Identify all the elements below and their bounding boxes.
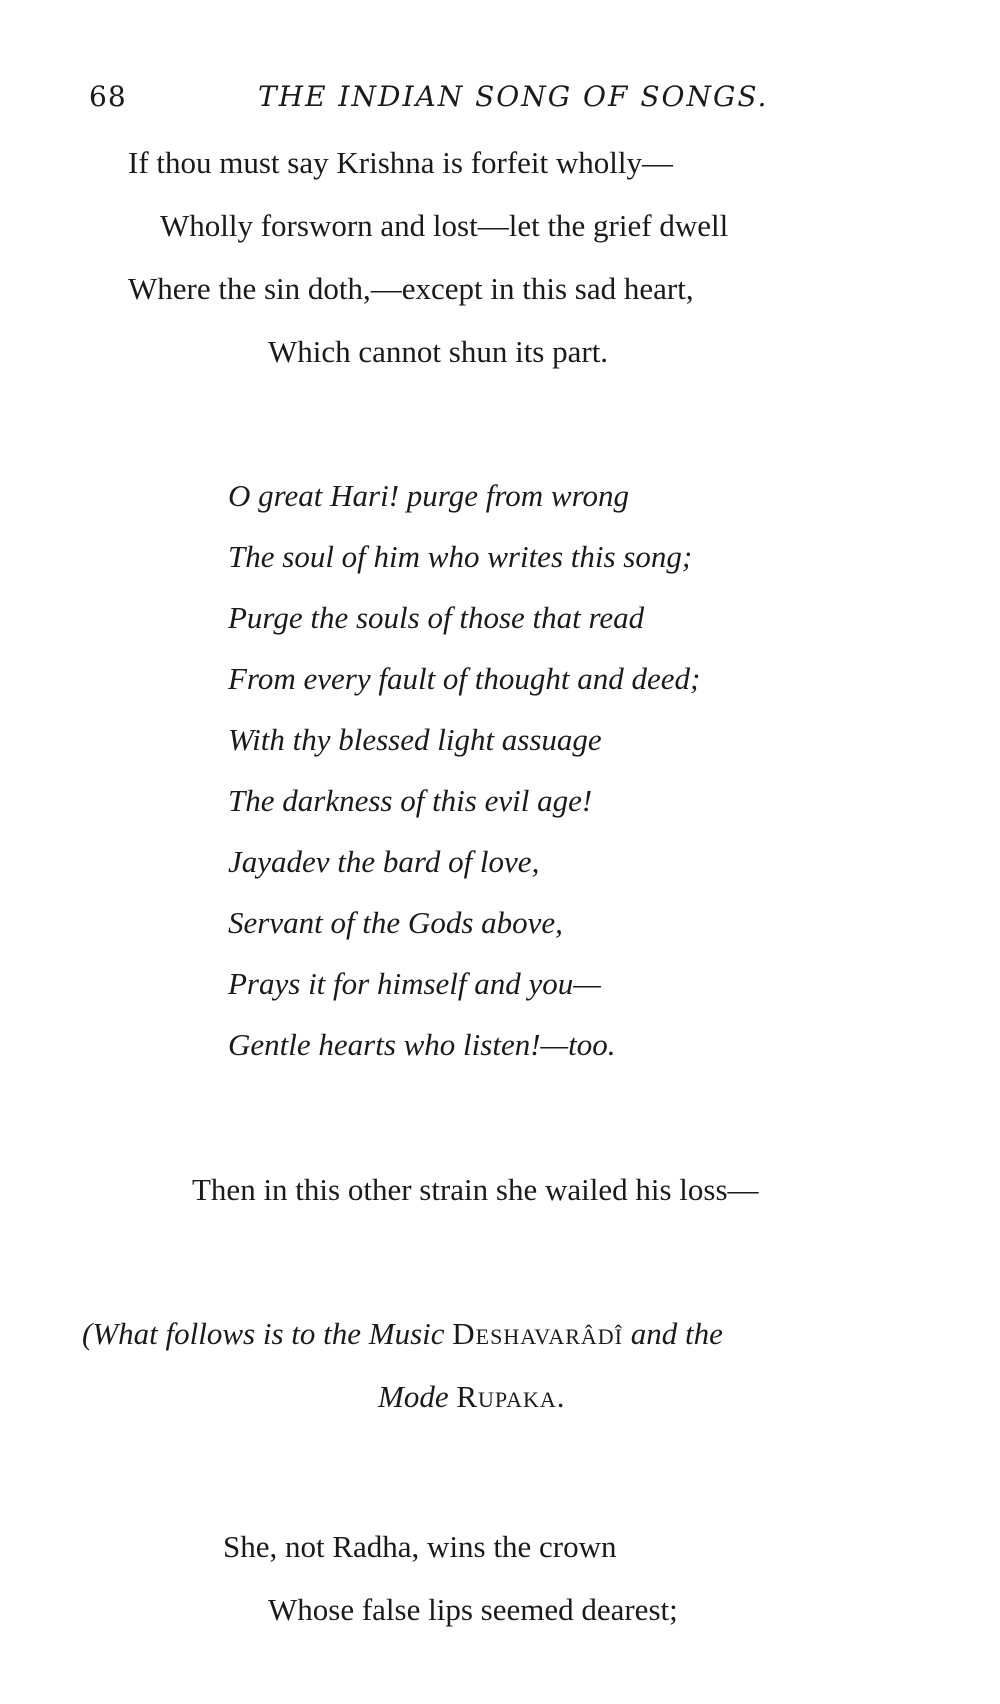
verse-line: Jayadev the bard of love,	[228, 844, 540, 879]
verse-line: Wholly forsworn and lost—let the grief dwell	[160, 208, 729, 243]
page-number: 68	[89, 80, 127, 113]
mode-label: Mode	[378, 1379, 449, 1414]
verse-line: Gentle hearts who listen!—too.	[228, 1027, 616, 1062]
mode-name: Rupaka.	[456, 1379, 566, 1414]
narration-line: Then in this other strain she wailed his loss—	[192, 1172, 759, 1207]
music-name: Deshavarâdî	[452, 1316, 623, 1351]
music-note-line	[82, 1314, 723, 1354]
verse-line: Which cannot shun its part.	[268, 334, 609, 369]
verse-line: If thou must say Krishna is forfeit wholly—	[128, 145, 674, 180]
verse-line: Where the sin doth,—except in this sad heart,	[128, 271, 694, 306]
mode-line	[378, 1377, 566, 1417]
verse-line: Whose false lips seemed dearest;	[268, 1592, 678, 1627]
verse-line: Prays it for himself and you—	[228, 966, 601, 1001]
verse-line: Servant of the Gods above,	[228, 905, 563, 940]
verse-line: With thy blessed light assuage	[228, 722, 602, 757]
verse-line: From every fault of thought and deed;	[228, 661, 701, 696]
music-note-prefix: (What follows is to the Music	[82, 1316, 445, 1351]
music-note-middle: and the	[630, 1316, 723, 1351]
verse-line: O great Hari! purge from wrong	[228, 478, 629, 513]
running-title: THE INDIAN SONG OF SONGS.	[258, 80, 769, 113]
verse-line: Purge the souls of those that read	[228, 600, 645, 635]
page-header	[0, 80, 1000, 120]
verse-line: She, not Radha, wins the crown	[223, 1529, 617, 1564]
verse-line: The soul of him who writes this song;	[228, 539, 693, 574]
verse-line: The darkness of this evil age!	[228, 783, 593, 818]
